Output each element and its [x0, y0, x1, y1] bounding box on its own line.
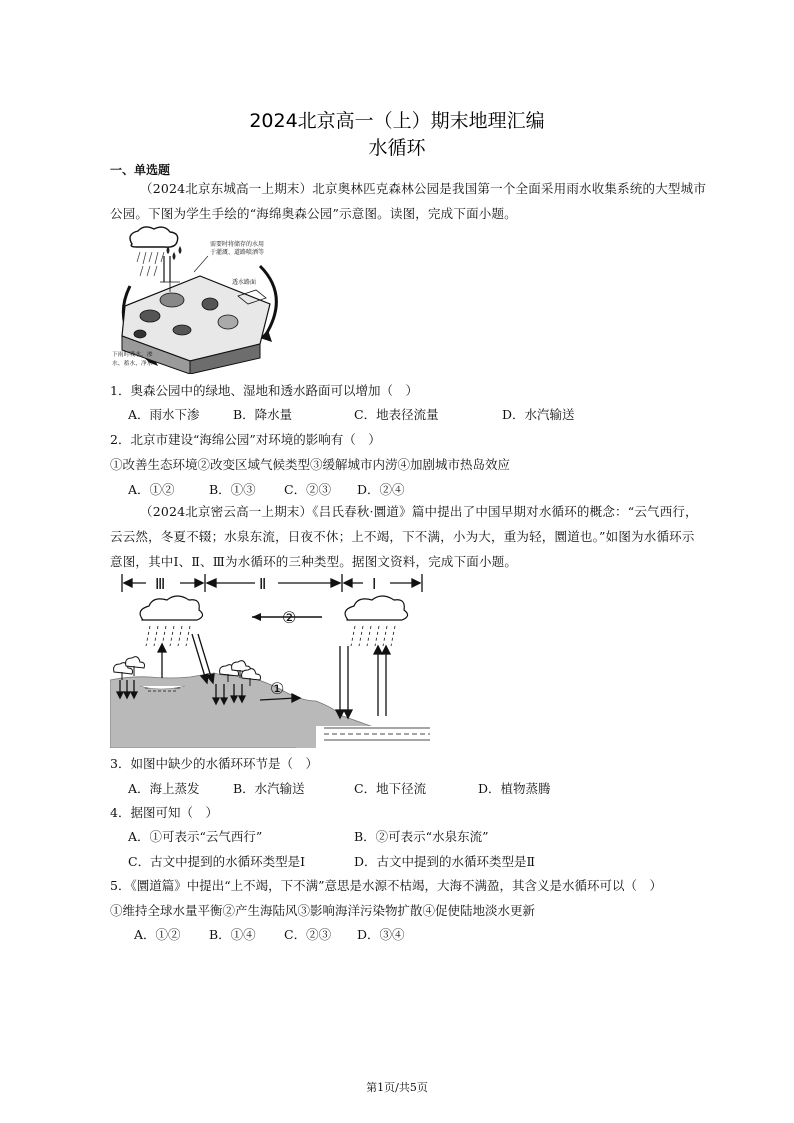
question-1-stem: 1．奥森公园中的绿地、湿地和透水路面可以增加（ ） — [110, 383, 418, 398]
question-3-stem: 3．如图中缺少的水循环环节是（ ） — [110, 756, 318, 771]
q5-option-c: C．②③ — [284, 927, 332, 942]
figure2-label-III: Ⅲ — [155, 575, 166, 593]
figure1-label-storage-2: 于灌溉、道路喷洒等 — [210, 249, 265, 256]
q2-option-c: C．②③ — [284, 482, 332, 497]
q1-option-b: B．降水量 — [233, 407, 293, 422]
question-4-stem: 4．据图可知（ ） — [110, 805, 218, 820]
q1-option-d: D．水汽输送 — [502, 407, 575, 422]
figure2-label-I: Ⅰ — [372, 575, 377, 593]
document-title: 2024北京高一（上）期末地理汇编 — [249, 110, 545, 132]
sponge-park-figure — [110, 226, 290, 374]
q2-option-d: D．②④ — [357, 482, 405, 497]
document-subtitle: 水循环 — [368, 137, 426, 159]
q3-option-c: C．地下径流 — [354, 781, 427, 796]
q5-option-d: D．③④ — [357, 927, 405, 942]
q2-option-a: A．①② — [128, 482, 175, 497]
q4-option-c: C．古文中提到的水循环类型是Ⅰ — [128, 854, 306, 869]
q3-option-d: D．植物蒸腾 — [478, 781, 551, 796]
figure1-label-bottom-1: 下雨时吸水、渗 — [112, 352, 153, 358]
section-heading: 一、单选题 — [110, 163, 171, 177]
question-5-statements: ①维持全球水量平衡②产生海陆风③影响海洋污染物扩散④促使陆地淡水更新 — [110, 903, 536, 918]
figure2-label-2: ② — [282, 608, 297, 627]
q1-option-c: C．地表径流量 — [354, 407, 439, 422]
figure1-label-road: 透水路面 — [232, 279, 257, 286]
intro2-line3: 意图，其中Ⅰ、Ⅱ、Ⅲ为水循环的三种类型。据图文资料，完成下面小题。 — [110, 554, 518, 569]
page-footer: 第1页/共5页 — [366, 1081, 428, 1094]
figure2-label-1: ① — [270, 679, 285, 698]
intro1-line2: 公园。下图为学生手绘的“海绵奥森公园”示意图。读图，完成下面小题。 — [110, 206, 517, 221]
intro1-line1: （2024北京东城高一上期末）北京奥林匹克森林公园是我国第一个全面采用雨水收集系统的大型城市 — [140, 181, 707, 196]
water-cycle-figure — [110, 570, 432, 748]
question-2-statements: ①改善生态环境②改变区域气候类型③缓解城市内涝④加剧城市热岛效应 — [110, 457, 511, 472]
intro2-line2: 云云然，冬夏不辍；水泉东流，日夜不休；上不竭，下不满，小为大，重为轻，圜道也。”如图为水循环示 — [110, 529, 695, 544]
figure2-label-II: Ⅱ — [259, 575, 267, 593]
intro2-line1: （2024北京密云高一上期末）《吕氏春秋·圜道》篇中提出了中国早期对水循环的概念：“云气西行， — [140, 504, 698, 519]
q3-option-a: A．海上蒸发 — [128, 781, 200, 796]
figure1-label-bottom-2: 水、蓄水、净水 — [112, 361, 153, 367]
q4-option-d: D．古文中提到的水循环类型是Ⅱ — [354, 854, 536, 869]
question-5-stem: 5．《圜道篇》中提出“上不竭，下不满”意思是水源不枯竭，大海不满盈，其含义是水循环可以（ ） — [110, 878, 662, 893]
q5-option-a: A．①② — [134, 927, 181, 942]
q2-option-b: B．①③ — [209, 482, 256, 497]
question-2-stem: 2．北京市建设“海绵公园”对环境的影响有（ ） — [110, 432, 381, 447]
q5-option-b: B．①④ — [209, 927, 256, 942]
q1-option-a: A．雨水下渗 — [128, 407, 200, 422]
q3-option-b: B．水汽输送 — [233, 781, 305, 796]
q4-option-a: A．①可表示“云气西行” — [128, 829, 263, 844]
figure1-label-storage-1: 需要时将储存的水用 — [210, 241, 265, 248]
q4-option-b: B．②可表示“水泉东流” — [354, 829, 489, 844]
